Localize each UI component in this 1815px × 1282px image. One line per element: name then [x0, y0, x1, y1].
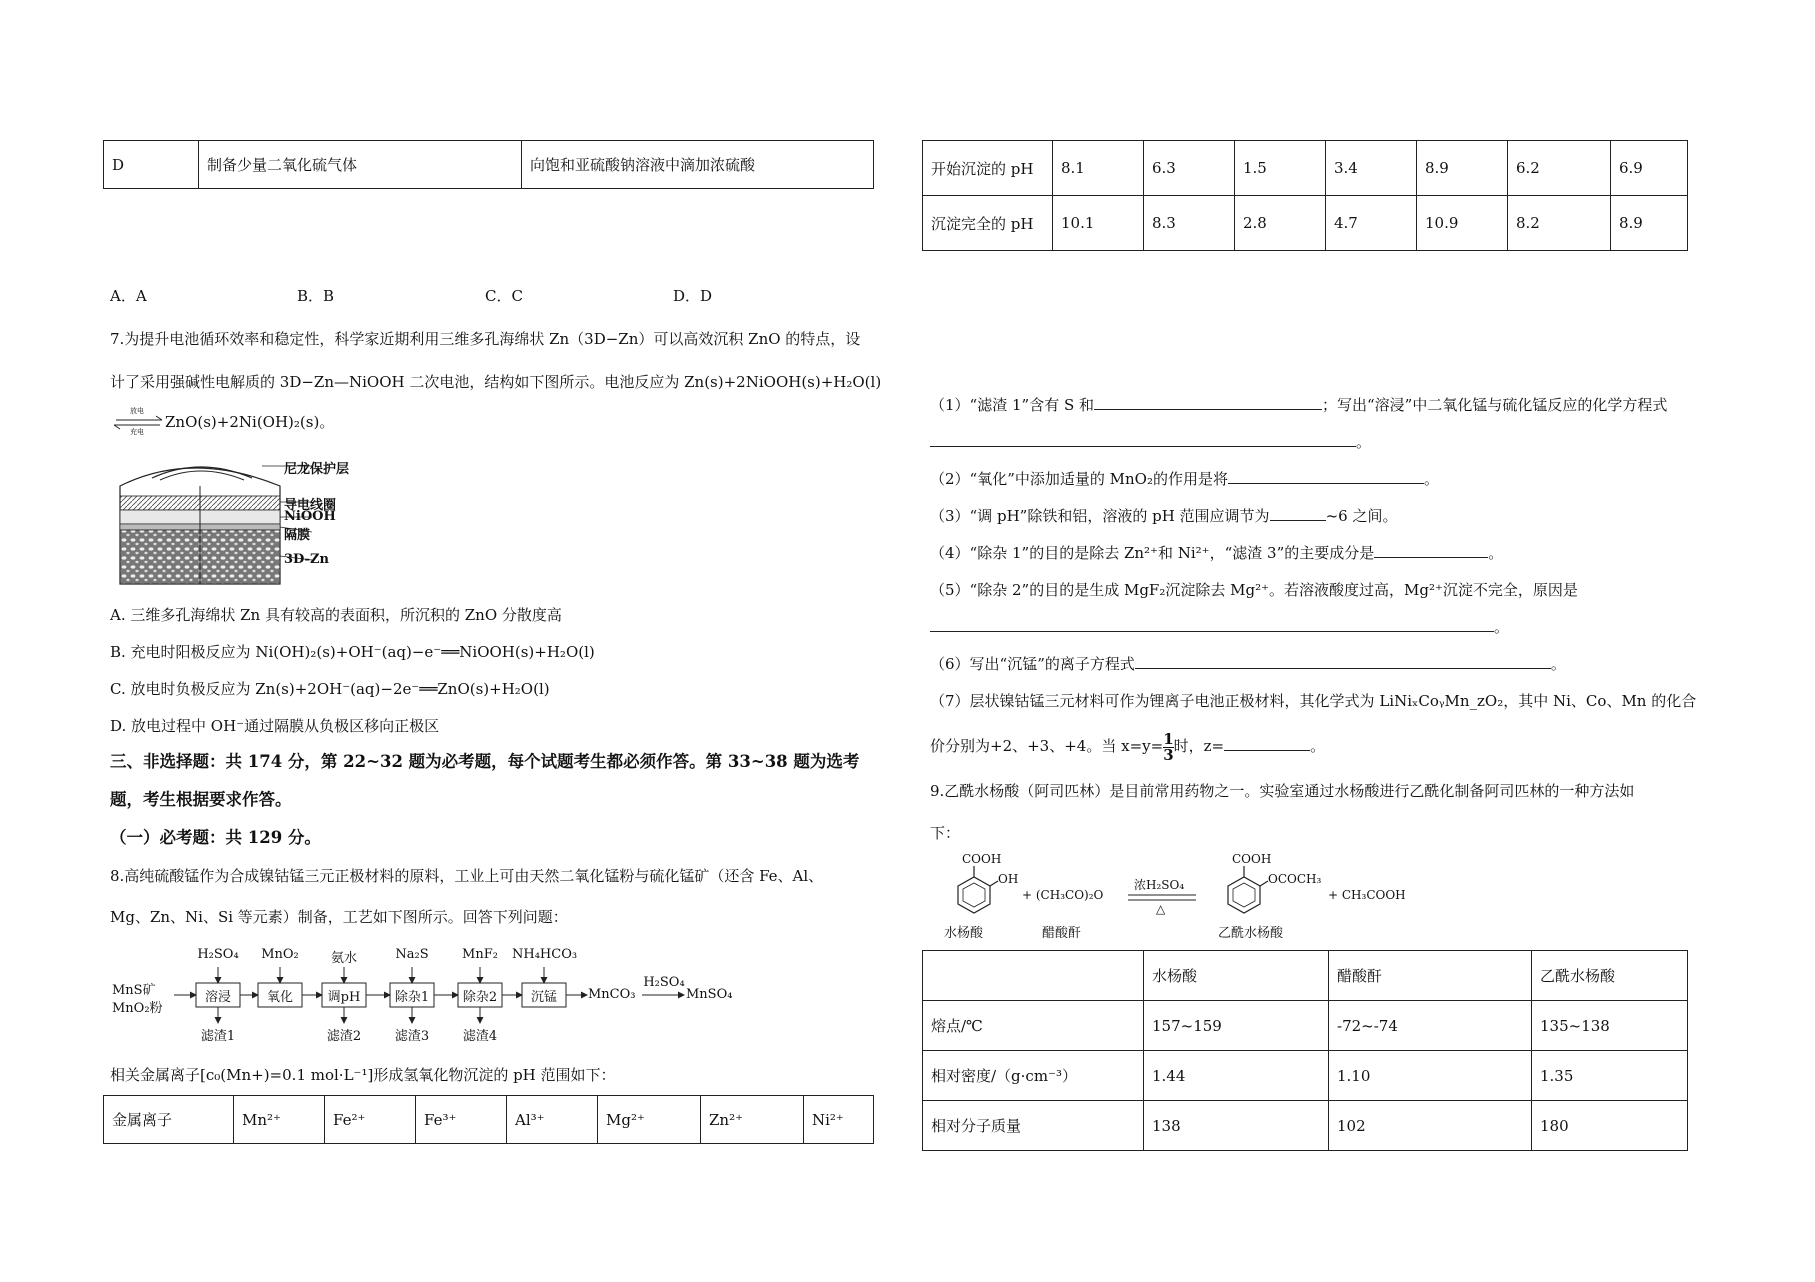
- salicylic-cooh: COOH: [962, 852, 1002, 866]
- label-3d-zn: 3D-Zn: [284, 552, 329, 567]
- prop-melting-aspirin: 135~138: [1532, 1001, 1688, 1051]
- q8-part4-end: 。: [1488, 544, 1504, 562]
- flow-input-mno2: MnO₂粉: [112, 1001, 163, 1016]
- ion-mn2: Mn²⁺: [234, 1096, 325, 1144]
- ph-complete-mn2: 10.1: [1053, 196, 1144, 251]
- q8-part1-line2: [930, 432, 1371, 452]
- q8-part1: [930, 395, 1667, 415]
- ph-table-intro: 相关金属离子[c₀(Mn+)=0.1 mol·L⁻¹]形成氢氧化物沉淀的 pH 范围如下：: [110, 1066, 616, 1084]
- ion-header: 金属离子: [104, 1096, 234, 1144]
- flow-reagent-1: H₂SO₄: [197, 947, 239, 962]
- flow-reagent-final: H₂SO₄: [643, 975, 685, 990]
- section3-subheading: （一）必考题：共 129 分。: [110, 828, 321, 847]
- q7-option-b: B. 充电时阳极反应为 Ni(OH)₂(s)+OH⁻(aq)−e⁻══NiOOH(s)+H₂O(l): [110, 643, 595, 661]
- ion-fe2: Fe²⁺: [325, 1096, 416, 1144]
- q8-part7-text-c: 时，z=: [1173, 737, 1225, 755]
- aspirin-cooh: COOH: [1232, 852, 1272, 866]
- aspirin-ococh3: OCOCH₃: [1268, 872, 1322, 886]
- flow-product-mnso4: MnSO₄: [686, 987, 733, 1002]
- process-flow: [112, 945, 752, 1045]
- q8-part3-text-b: ~6 之间。: [1325, 507, 1398, 525]
- reaction-catalyst: 浓H₂SO₄: [1134, 878, 1185, 892]
- flow-reagent-5: MnF₂: [462, 947, 498, 962]
- ph-start-ni2: 6.9: [1611, 141, 1688, 196]
- prop-melting-label: 熔点/℃: [923, 1001, 1144, 1051]
- q8-part2-text: （2）“氧化”中添加适量的 MnO₂的作用是将: [930, 470, 1228, 488]
- flow-reagent-4: Na₂S: [395, 947, 429, 962]
- q7-option-a: A. 三维多孔海绵状 Zn 具有较高的表面积，所沉积的 ZnO 分散度高: [110, 606, 562, 624]
- q8-part5: [930, 580, 1578, 600]
- ion-ni2: Ni²⁺: [804, 1096, 874, 1144]
- aspirin-reaction: [930, 852, 1430, 944]
- prop-density-label: 相对密度/（g·cm⁻³）: [923, 1051, 1144, 1101]
- flow-step-oxidize: 氧化: [266, 990, 293, 1005]
- flow-input-mns: MnS矿: [112, 983, 156, 998]
- q8-line2: Mg、Zn、Ni、Si 等元素）制备，工艺如下图所示。回答下列问题：: [110, 908, 568, 926]
- prop-header-salicylic: 水杨酸: [1144, 951, 1329, 1001]
- q8-part6: [930, 654, 1566, 674]
- option-d-purpose: 制备少量二氧化硫气体: [199, 141, 522, 189]
- prop-header-anhydride: 醋酸酐: [1329, 951, 1532, 1001]
- ph-start-fe2: 6.3: [1144, 141, 1235, 196]
- option-d-label: D: [104, 141, 199, 189]
- reversible-arrow: [112, 408, 164, 436]
- q8-part7: （7）层状镍钴锰三元材料可作为锂离子电池正极材料，其化学式为 LiNiₓCoᵧMn_zO₂，其中 Ni、Co、Mn 的化合: [930, 692, 1697, 710]
- flow-step-precipitate-mn: 沉锰: [530, 990, 557, 1005]
- choice-b: B．B: [297, 287, 335, 305]
- section3-heading-line1: 三、非选择题：共 174 分，第 22~32 题为必考题，每个试题考生都必须作答。第 33~38 题为选考: [110, 752, 860, 771]
- q8-part3: [930, 506, 1397, 526]
- q8-part2-blank[interactable]: [1228, 469, 1424, 484]
- ph-start-mg2: 8.9: [1417, 141, 1508, 196]
- q8-part5-blank[interactable]: [930, 617, 1494, 632]
- choice-a: A．A: [110, 287, 147, 305]
- q8-part7-end: 。: [1310, 737, 1326, 755]
- ph-start-zn2: 6.2: [1508, 141, 1611, 196]
- flow-reagent-3: 氨水: [330, 951, 357, 966]
- q8-part2: [930, 469, 1439, 489]
- flow-step-purify-1: 除杂1: [394, 990, 430, 1005]
- q8-part3-text-a: （3）“调 pH”除铁和铝，溶液的 pH 范围应调节为: [930, 507, 1270, 525]
- arrow-bottom-label: 充电: [130, 428, 144, 436]
- flow-residue-3: 滤渣3: [394, 1029, 430, 1044]
- flow-step-adjust-ph: 调pH: [327, 990, 361, 1005]
- q8-part1-blank2[interactable]: [930, 432, 1356, 447]
- section3-heading-line2: 题，考生根据要求作答。: [110, 790, 292, 809]
- flow-reagent-2: MnO₂: [261, 947, 299, 962]
- ph-complete-al3: 4.7: [1326, 196, 1417, 251]
- flow-residue-1: 滤渣1: [200, 1029, 236, 1044]
- q7-line1: 7.为提升电池循环效率和稳定性，科学家近期利用三维多孔海绵状 Zn（3D−Zn）可以高效沉积 ZnO 的特点，设: [110, 330, 861, 348]
- q8-part7-fraction: [1163, 729, 1174, 764]
- q8-part1-blank1[interactable]: [1094, 395, 1322, 410]
- choice-d: D．D: [673, 287, 713, 305]
- ph-start-mn2: 8.1: [1053, 141, 1144, 196]
- q8-part5-end: 。: [1494, 618, 1510, 636]
- name-acetylsalicylic-acid: 乙酰水杨酸: [1218, 926, 1284, 941]
- q8-part2-end: 。: [1423, 470, 1439, 488]
- ph-complete-fe3: 2.8: [1235, 196, 1326, 251]
- ion-fe3: Fe³⁺: [416, 1096, 507, 1144]
- q8-part6-text: （6）写出“沉锰”的离子方程式: [930, 655, 1135, 673]
- prop-density-anhydride: 1.10: [1329, 1051, 1532, 1101]
- q8-part7-line2: [930, 728, 1325, 764]
- reaction-heat: △: [1156, 902, 1166, 916]
- q7-option-d: D. 放电过程中 OH⁻通过隔膜从负极区移向正极区: [110, 717, 440, 735]
- byproduct-acetic-acid: + CH₃COOH: [1328, 888, 1406, 902]
- label-niooh: NiOOH: [284, 509, 336, 524]
- ion-zn2: Zn²⁺: [701, 1096, 804, 1144]
- flow-step-dissolve: 溶浸: [204, 990, 231, 1005]
- q8-part4-blank[interactable]: [1374, 543, 1488, 558]
- ph-complete-ni2: 8.9: [1611, 196, 1688, 251]
- properties-table: [922, 950, 1688, 1151]
- prop-header-aspirin: 乙酰水杨酸: [1532, 951, 1688, 1001]
- prop-melting-salicylic: 157~159: [1144, 1001, 1329, 1051]
- q7-option-c: C. 放电时负极反应为 Zn(s)+2OH⁻(aq)−2e⁻══ZnO(s)+H₂O(l): [110, 680, 550, 698]
- label-separator: 隔膜: [284, 528, 311, 543]
- q8-part6-end: 。: [1550, 655, 1566, 673]
- reactant-anhydride: + (CH₃CO)₂O: [1022, 888, 1104, 902]
- q8-part1-text-b: ；写出“溶浸”中二氧化锰与硫化锰反应的化学方程式: [1322, 396, 1668, 414]
- q8-part3-blank[interactable]: [1270, 506, 1326, 521]
- option-d-table: [103, 140, 874, 189]
- q7-line2: 计了采用强碱性电解质的 3D−Zn—NiOOH 二次电池，结构如下图所示。电池反应为 Zn(s)+2NiOOH(s)+H₂O(l): [110, 373, 882, 391]
- q7-line3: ZnO(s)+2Ni(OH)₂(s)。: [165, 413, 335, 431]
- q8-part1-text-a: （1）“滤渣 1”含有 S 和: [930, 396, 1095, 414]
- ph-start-al3: 3.4: [1326, 141, 1417, 196]
- q8-part7-text-b: 价分别为+2、+3、+4。当 x=y=: [930, 737, 1164, 755]
- ion-mg2: Mg²⁺: [598, 1096, 701, 1144]
- prop-header-empty: [923, 951, 1144, 1001]
- fraction-numerator: 1: [1163, 729, 1174, 748]
- name-acetic-anhydride: 醋酸酐: [1042, 926, 1082, 941]
- flow-step-purify-2: 除杂2: [462, 990, 498, 1005]
- salicylic-oh: OH: [998, 872, 1019, 886]
- prop-melting-anhydride: -72~-74: [1329, 1001, 1532, 1051]
- prop-mass-aspirin: 180: [1532, 1101, 1688, 1151]
- label-nylon-layer: 尼龙保护层: [284, 462, 350, 477]
- q8-part5-line2: [930, 617, 1509, 637]
- prop-density-aspirin: 1.35: [1532, 1051, 1688, 1101]
- ph-complete-label: 沉淀完全的 pH: [923, 196, 1053, 251]
- prop-mass-label: 相对分子质量: [923, 1101, 1144, 1151]
- arrow-top-label: 放电: [130, 407, 144, 415]
- metal-ion-header-table: [103, 1095, 874, 1144]
- flow-reagent-6: NH₄HCO₃: [512, 947, 578, 962]
- ion-al3: Al³⁺: [507, 1096, 598, 1144]
- ph-complete-fe2: 8.3: [1144, 196, 1235, 251]
- option-d-method: 向饱和亚硫酸钠溶液中滴加浓硫酸: [522, 141, 874, 189]
- prop-mass-anhydride: 102: [1329, 1101, 1532, 1151]
- q8-part4-text: （4）“除杂 1”的目的是除去 Zn²⁺和 Ni²⁺，“滤渣 3”的主要成分是: [930, 544, 1375, 562]
- q9-line2: 下：: [930, 824, 961, 842]
- prop-density-salicylic: 1.44: [1144, 1051, 1329, 1101]
- ph-values-table: [922, 140, 1688, 251]
- flow-residue-2: 滤渣2: [326, 1029, 362, 1044]
- fraction-denominator: 3: [1163, 745, 1174, 764]
- ph-complete-zn2: 8.2: [1508, 196, 1611, 251]
- ph-complete-mg2: 10.9: [1417, 196, 1508, 251]
- label-conductive-coil: 导电线圈: [284, 498, 337, 513]
- choice-c: C．C: [485, 287, 523, 305]
- q8-line1: 8.高纯硫酸锰作为合成镍钴锰三元正极材料的原料，工业上可由天然二氧化锰粉与硫化锰矿（还含 Fe、Al、: [110, 867, 824, 885]
- q8-part6-blank[interactable]: [1135, 654, 1551, 669]
- q8-part1-end: 。: [1356, 433, 1372, 451]
- ph-start-fe3: 1.5: [1235, 141, 1326, 196]
- prop-mass-salicylic: 138: [1144, 1101, 1329, 1151]
- q8-part7-blank[interactable]: [1224, 736, 1310, 751]
- ph-start-label: 开始沉淀的 pH: [923, 141, 1053, 196]
- q8-part5-text: （5）“除杂 2”的目的是生成 MgF₂沉淀除去 Mg²⁺。若溶液酸度过高，Mg²⁺沉淀不完全，原因是: [930, 581, 1578, 599]
- flow-product-mnco3: MnCO₃: [588, 987, 636, 1002]
- name-salicylic-acid: 水杨酸: [944, 926, 984, 941]
- q9-line1: 9.乙酰水杨酸（阿司匹林）是目前常用药物之一。实验室通过水杨酸进行乙酰化制备阿司匹林的一种方法如: [930, 782, 1635, 800]
- q8-part4: [930, 543, 1503, 563]
- battery-figure: [112, 456, 382, 592]
- flow-residue-4: 滤渣4: [462, 1029, 498, 1044]
